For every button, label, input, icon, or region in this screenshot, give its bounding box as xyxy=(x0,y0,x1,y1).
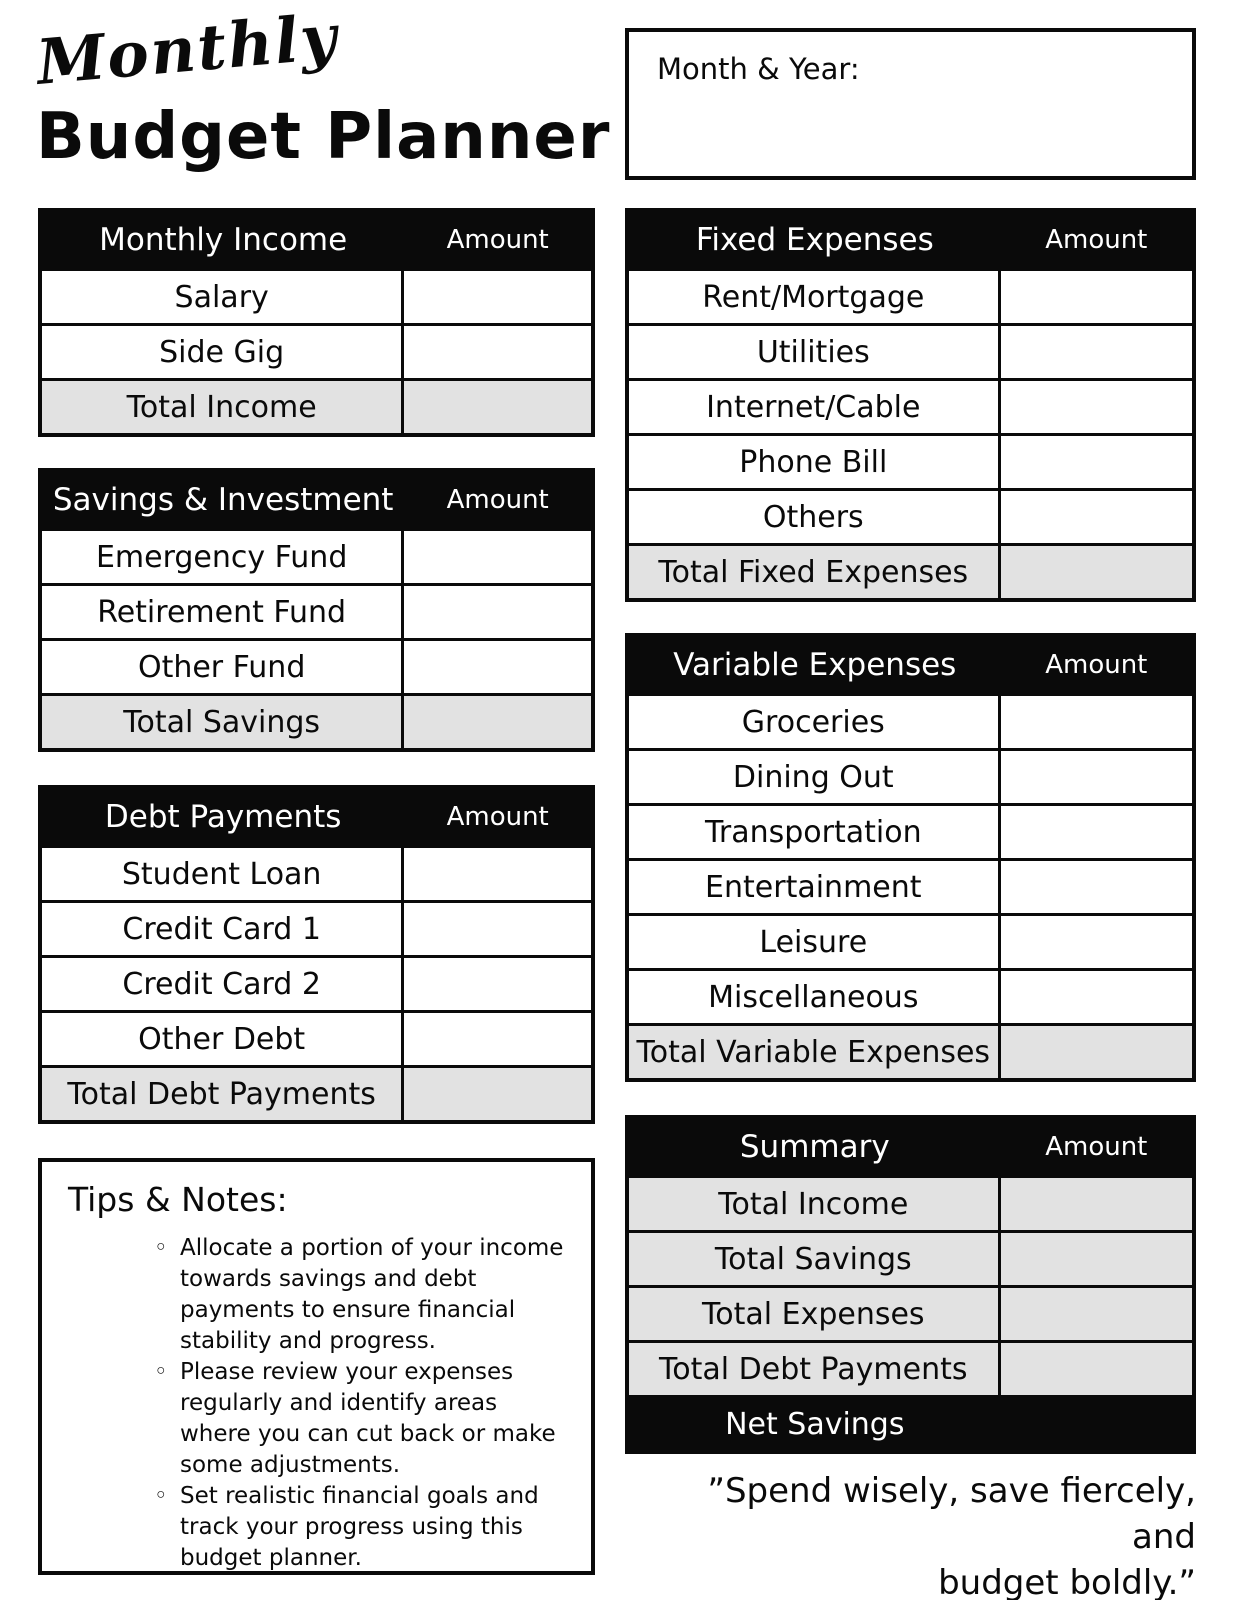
others-row xyxy=(629,488,1192,543)
total-variable-expenses-amount-cell[interactable] xyxy=(1001,1026,1192,1078)
side-gig-label: Side Gig xyxy=(42,326,404,378)
phone-bill-row xyxy=(629,433,1192,488)
other-fund-row xyxy=(42,638,591,693)
total-fixed-expenses-label: Total Fixed Expenses xyxy=(629,546,1001,598)
amount-column-header: Amount xyxy=(446,485,549,515)
internet-cable-row xyxy=(629,378,1192,433)
amount-column-header: Amount xyxy=(1045,650,1148,680)
credit-card-2-label: Credit Card 2 xyxy=(42,958,404,1010)
internet-cable-amount-cell[interactable] xyxy=(1001,381,1192,433)
transportation-amount-cell[interactable] xyxy=(1001,806,1192,858)
transportation-row xyxy=(629,803,1192,858)
miscellaneous-amount-cell[interactable] xyxy=(1001,971,1192,1023)
title-script: Monthly xyxy=(33,0,342,100)
utilities-amount-cell[interactable] xyxy=(1001,326,1192,378)
rent-mortgage-label: Rent/Mortgage xyxy=(629,271,1001,323)
table-title: Monthly Income xyxy=(99,222,348,258)
dining-out-label: Dining Out xyxy=(629,751,1001,803)
total-savings-amount-cell[interactable] xyxy=(1001,1233,1192,1285)
rent-mortgage-row xyxy=(629,268,1192,323)
other-debt-amount-cell[interactable] xyxy=(404,1013,591,1065)
total-income-row xyxy=(42,378,591,433)
table-title: Summary xyxy=(739,1129,890,1165)
net-savings-amount-cell[interactable] xyxy=(1001,1398,1192,1450)
total-expenses-row xyxy=(629,1285,1192,1340)
month-year-field[interactable] xyxy=(625,28,1196,180)
salary-row xyxy=(42,268,591,323)
quote-line-1: ”Spend wisely, save fiercely, and xyxy=(707,1471,1196,1557)
entertainment-amount-cell[interactable] xyxy=(1001,861,1192,913)
phone-bill-label: Phone Bill xyxy=(629,436,1001,488)
total-income-row xyxy=(629,1175,1192,1230)
leisure-row xyxy=(629,913,1192,968)
rent-mortgage-amount-cell[interactable] xyxy=(1001,271,1192,323)
other-debt-label: Other Debt xyxy=(42,1013,404,1065)
tip-item: ◦ Allocate a portion of your income towards savings and debt payments to ensure financial stability and progress. xyxy=(154,1233,570,1357)
table-title: Debt Payments xyxy=(104,799,342,835)
total-savings-amount-cell[interactable] xyxy=(404,696,591,748)
total-savings-row xyxy=(42,693,591,748)
dining-out-amount-cell[interactable] xyxy=(1001,751,1192,803)
amount-column-header: Amount xyxy=(1045,225,1148,255)
others-amount-cell[interactable] xyxy=(1001,491,1192,543)
total-debt-payments-row xyxy=(42,1065,591,1120)
leisure-label: Leisure xyxy=(629,916,1001,968)
total-variable-expenses-label: Total Variable Expenses xyxy=(629,1026,1001,1078)
table-title: Savings & Investment xyxy=(52,482,394,518)
savings-investment-header xyxy=(42,472,591,528)
phone-bill-amount-cell[interactable] xyxy=(1001,436,1192,488)
total-expenses-amount-cell[interactable] xyxy=(1001,1288,1192,1340)
entertainment-row xyxy=(629,858,1192,913)
salary-label: Salary xyxy=(42,271,404,323)
page-title: Budget Planner xyxy=(36,100,611,174)
tip-item: ◦ Set realistic financial goals and track your progress using this budget planner. xyxy=(154,1481,570,1574)
transportation-label: Transportation xyxy=(629,806,1001,858)
net-savings-row xyxy=(629,1395,1192,1450)
amount-column-header: Amount xyxy=(446,802,549,832)
total-savings-label: Total Savings xyxy=(629,1233,1001,1285)
salary-amount-cell[interactable] xyxy=(404,271,591,323)
fixed-expenses-table xyxy=(625,208,1196,602)
debt-payments-table xyxy=(38,785,595,1124)
total-variable-expenses-row xyxy=(629,1023,1192,1078)
total-income-label: Total Income xyxy=(629,1178,1001,1230)
total-income-amount-cell[interactable] xyxy=(404,381,591,433)
side-gig-amount-cell[interactable] xyxy=(404,326,591,378)
dining-out-row xyxy=(629,748,1192,803)
tips-notes-title: Tips & Notes: xyxy=(68,1180,288,1219)
summary-table xyxy=(625,1115,1196,1454)
total-savings-row xyxy=(629,1230,1192,1285)
retirement-fund-row xyxy=(42,583,591,638)
credit-card-1-label: Credit Card 1 xyxy=(42,903,404,955)
monthly-income-header xyxy=(42,212,591,268)
leisure-amount-cell[interactable] xyxy=(1001,916,1192,968)
emergency-fund-row xyxy=(42,528,591,583)
amount-column-header: Amount xyxy=(446,225,549,255)
retirement-fund-amount-cell[interactable] xyxy=(404,586,591,638)
miscellaneous-row xyxy=(629,968,1192,1023)
fixed-expenses-header xyxy=(629,212,1192,268)
credit-card-2-amount-cell[interactable] xyxy=(404,958,591,1010)
debt-payments-header xyxy=(42,789,591,845)
total-debt-payments-amount-cell[interactable] xyxy=(404,1068,591,1120)
total-debt-payments-amount-cell[interactable] xyxy=(1001,1343,1192,1395)
student-loan-row xyxy=(42,845,591,900)
savings-investment-table xyxy=(38,468,595,752)
student-loan-amount-cell[interactable] xyxy=(404,848,591,900)
credit-card-1-amount-cell[interactable] xyxy=(404,903,591,955)
utilities-row xyxy=(629,323,1192,378)
month-year-label: Month & Year: xyxy=(657,52,860,86)
retirement-fund-label: Retirement Fund xyxy=(42,586,404,638)
total-debt-payments-label: Total Debt Payments xyxy=(42,1068,404,1120)
total-fixed-expenses-row xyxy=(629,543,1192,598)
variable-expenses-table xyxy=(625,633,1196,1082)
miscellaneous-label: Miscellaneous xyxy=(629,971,1001,1023)
net-savings-label: Net Savings xyxy=(725,1406,905,1442)
groceries-amount-cell[interactable] xyxy=(1001,696,1192,748)
tips-list xyxy=(154,1233,570,1574)
others-label: Others xyxy=(629,491,1001,543)
total-savings-label: Total Savings xyxy=(42,696,404,748)
total-fixed-expenses-amount-cell[interactable] xyxy=(1001,546,1192,598)
credit-card-1-row xyxy=(42,900,591,955)
other-fund-label: Other Fund xyxy=(42,641,404,693)
credit-card-2-row xyxy=(42,955,591,1010)
internet-cable-label: Internet/Cable xyxy=(629,381,1001,433)
table-title: Fixed Expenses xyxy=(695,222,934,258)
groceries-row xyxy=(629,693,1192,748)
total-debt-payments-row xyxy=(629,1340,1192,1395)
variable-expenses-header xyxy=(629,637,1192,693)
emergency-fund-label: Emergency Fund xyxy=(42,531,404,583)
side-gig-row xyxy=(42,323,591,378)
entertainment-label: Entertainment xyxy=(629,861,1001,913)
summary-header xyxy=(629,1119,1192,1175)
groceries-label: Groceries xyxy=(629,696,1001,748)
tips-notes-box xyxy=(38,1158,595,1575)
utilities-label: Utilities xyxy=(629,326,1001,378)
table-title: Variable Expenses xyxy=(673,647,957,683)
total-income-label: Total Income xyxy=(42,381,404,433)
emergency-fund-amount-cell[interactable] xyxy=(404,531,591,583)
total-expenses-label: Total Expenses xyxy=(629,1288,1001,1340)
total-income-amount-cell[interactable] xyxy=(1001,1178,1192,1230)
total-debt-payments-label: Total Debt Payments xyxy=(629,1343,1001,1395)
student-loan-label: Student Loan xyxy=(42,848,404,900)
tip-item: ◦ Please review your expenses regularly and identify areas where you can cut back or make some adjustments. xyxy=(154,1357,570,1481)
quote-text xyxy=(636,1468,1196,1600)
monthly-income-table xyxy=(38,208,595,437)
other-debt-row xyxy=(42,1010,591,1065)
other-fund-amount-cell[interactable] xyxy=(404,641,591,693)
amount-column-header: Amount xyxy=(1045,1132,1148,1162)
quote-line-2: budget boldly.” xyxy=(938,1563,1196,1600)
